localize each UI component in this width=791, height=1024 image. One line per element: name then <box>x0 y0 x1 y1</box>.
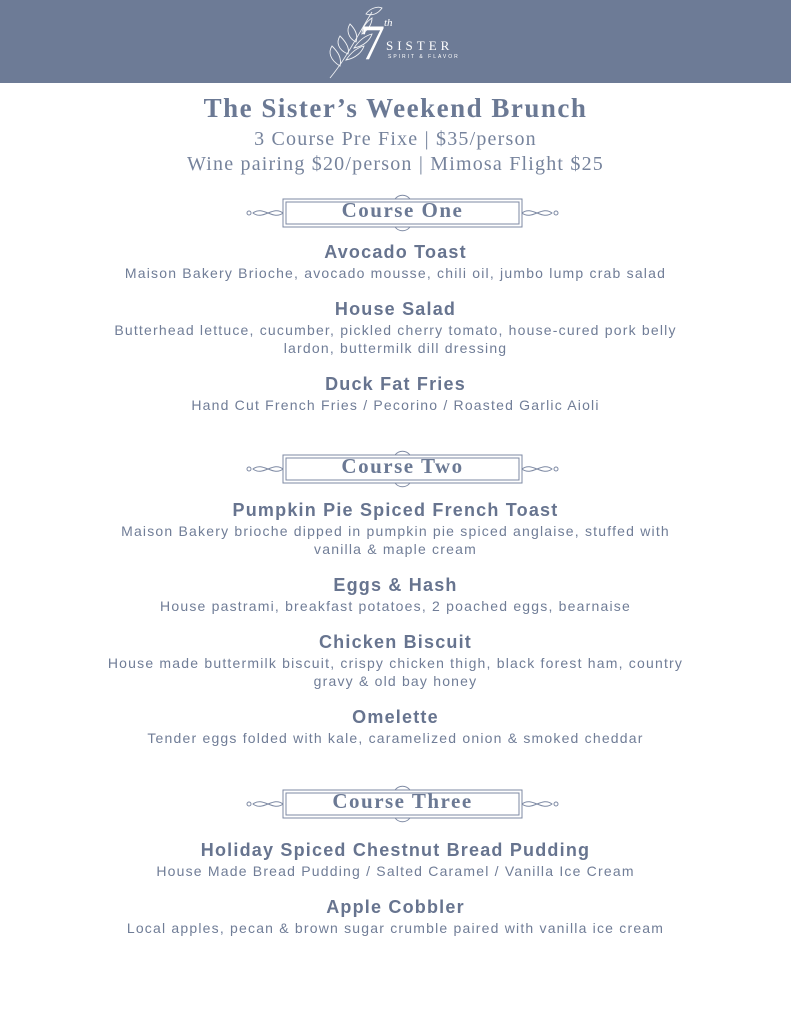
logo-name: SISTER <box>386 38 454 53</box>
menu-item-description: Tender eggs folded with kale, caramelized onion & smoked cheddar <box>147 730 644 746</box>
pairing-line: Wine pairing $20/person | Mimosa Flight $25 <box>187 153 604 175</box>
menu-item-description: House pastrami, breakfast potatoes, 2 poached eggs, bearnaise <box>160 598 631 614</box>
menu-item-name: Eggs & Hash <box>333 575 458 595</box>
course-banner <box>245 193 560 233</box>
menu-item-description: House Made Bread Pudding / Salted Caramel / Vanilla Ice Cream <box>156 863 635 879</box>
menu-item-description: House made buttermilk biscuit, crispy chicken thigh, black forest ham, country gravy & old bay honey <box>107 655 684 689</box>
course-label: Course Two <box>341 454 464 478</box>
menu-title: The Sister’s Weekend Brunch <box>203 93 588 123</box>
course-label: Course One <box>341 198 464 222</box>
menu-item-description: Maison Bakery brioche dipped in pumpkin pie spiced anglaise, stuffed with vanilla & maple cream <box>121 523 670 557</box>
menu-item-name: Apple Cobbler <box>326 897 465 917</box>
logo-superscript: th <box>384 17 393 29</box>
menu-item-description: Hand Cut French Fries / Pecorino / Roasted Garlic Aioli <box>191 397 600 413</box>
price-line: 3 Course Pre Fixe | $35/person <box>254 128 537 150</box>
header-band <box>0 0 791 83</box>
menu-item-description: Butterhead lettuce, cucumber, pickled cherry tomato, house-cured pork belly lardon, buttermilk dill dressing <box>114 322 677 356</box>
menu-item-name: Avocado Toast <box>324 242 467 262</box>
logo-numeral: 7 <box>360 14 385 70</box>
menu-item-name: Duck Fat Fries <box>325 374 466 394</box>
menu-item-description: Local apples, pecan & brown sugar crumble paired with vanilla ice cream <box>126 920 665 936</box>
menu-item-name: Pumpkin Pie Spiced French Toast <box>232 500 559 520</box>
menu-item-name: Chicken Biscuit <box>318 632 473 652</box>
logo-tagline: SPIRIT & FLAVOR <box>388 54 460 60</box>
menu-item-description: Maison Bakery Brioche, avocado mousse, chili oil, jumbo lump crab salad <box>124 265 667 281</box>
course-banner <box>245 784 560 824</box>
course-label: Course Three <box>332 789 473 813</box>
course-banner <box>245 449 560 489</box>
menu-item-name: House Salad <box>334 299 457 319</box>
menu-item-name: Holiday Spiced Chestnut Bread Pudding <box>200 840 591 860</box>
menu-item-name: Omelette <box>352 707 439 727</box>
